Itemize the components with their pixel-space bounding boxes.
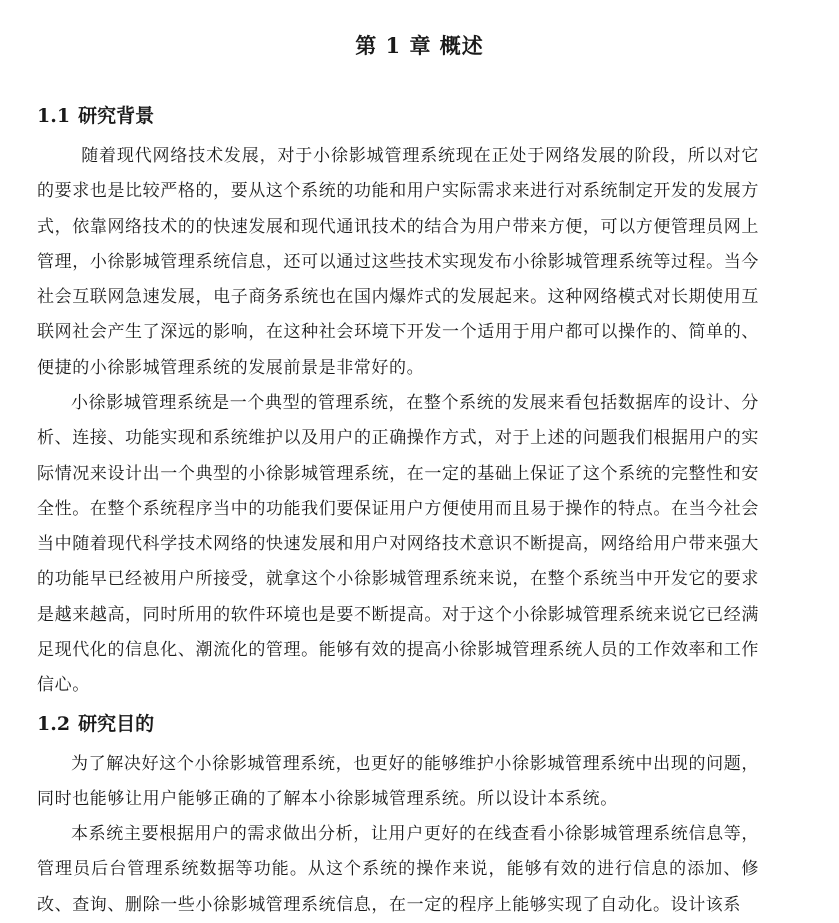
section-heading-background [37, 102, 154, 130]
section-title: 研究背景 [78, 105, 155, 127]
paragraph-background-1: 随着现代网络技术发展，对于小徐影城管理系统现在正处于网络发展的阶段，所以对它的要求也是比较严格的，要从这个系统的功能和用户实际需求来进行对系统制定开发的发展方式，依靠网络技术的的快速发展和现代通讯技术的结合为用户带来方便，可以方便管理员网上管理，小徐影城管理系统信息，还可以通过这些技术实现发布小徐影城管理系统等过程。当今社会互联网急速发展，电子商务系统也在国内爆炸式的发展起来。这种网络模式对长期使用互联网社会产生了深远的影响，在这种社会环境下开发一个适用于用户都可以操作的、简单的、便捷的小徐影城管理系统的发展前景是非常好的。 [37, 146, 759, 378]
paragraph-purpose-1: 为了解决好这个小徐影城管理系统，也更好的能够维护小徐影城管理系统中出现的问题，同时也能够让用户能够正确的了解本小徐影城管理系统。所以设计本系统。 [37, 754, 759, 810]
section-heading-purpose [37, 710, 154, 738]
section-number: 1.1 [37, 105, 71, 127]
chapter-title: 第 1 章 概述 [355, 33, 484, 58]
section-title: 研究目的 [78, 713, 155, 735]
section-number: 1.2 [37, 713, 71, 735]
paragraph-purpose-2: 本系统主要根据用户的需求做出分析，让用户更好的在线查看小徐影城管理系统信息等，管理员后台管理系统数据等功能。从这个系统的操作来说，能够有效的进行信息的添加、修改、查询、删除一些小徐影城管理系统信息，在一定的程序上能够实现了自动化。设计该系 [37, 824, 759, 915]
paragraph-background-2: 小徐影城管理系统是一个典型的管理系统，在整个系统的发展来看包括数据库的设计、分析、连接、功能实现和系统维护以及用户的正确操作方式，对于上述的问题我们根据用户的实际情况来设计出一个典型的小徐影城管理系统，在一定的基础上保证了这个系统的完整性和安全性。在整个系统程序当中的功能我们要保证用户方便使用而且易于操作的特点。在当今社会当中随着现代科学技术网络的快速发展和用户对网络技术意识不断提高，网络给用户带来强大的功能早已经被用户所接受，就拿这个小徐影城管理系统来说，在整个系统当中开发它的要求是越来越高，同时所用的软件环境也是要不断提高。对于这个小徐影城管理系统来说它已经满足现代化的信息化、潮流化的管理。能够有效的提高小徐影城管理系统人员的工作效率和工作信心。 [37, 393, 759, 696]
